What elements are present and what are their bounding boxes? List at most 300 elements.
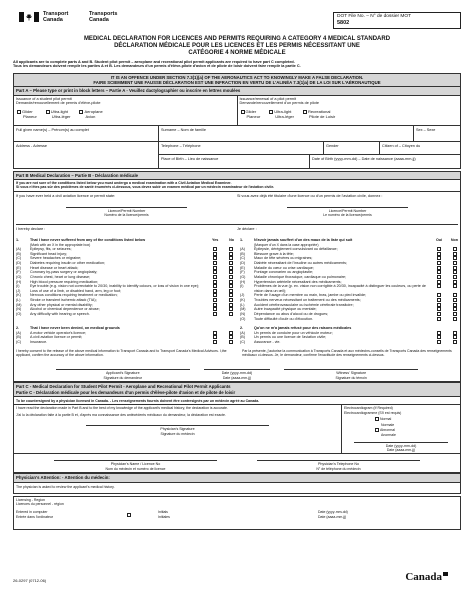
- yes-label: Yes: [212, 238, 219, 243]
- ecg-normal-option[interactable]: [374, 416, 458, 427]
- yes-no-checkboxes: [212, 312, 234, 317]
- pilot-permit-cell: [238, 96, 461, 125]
- condition-key: (N): [16, 307, 22, 312]
- dept-en-line1: Transport: [43, 11, 69, 17]
- condition-item: [16, 340, 234, 345]
- option-recreational[interactable]: [302, 109, 335, 119]
- telephone-row: [159, 142, 460, 155]
- checkbox[interactable]: [453, 256, 457, 260]
- checkbox[interactable]: [213, 284, 217, 288]
- condition-key: (F): [240, 270, 245, 275]
- telephone-field[interactable]: [159, 142, 324, 154]
- part-b-heading: Part B Medical Declaration – Partie B - Déclaration médicale: [13, 171, 461, 180]
- checkbox[interactable]: [375, 417, 379, 421]
- condition-text: Nervous conditions requiring treatment or medication;: [30, 293, 118, 298]
- condition-key: (O): [16, 311, 22, 316]
- checkbox[interactable]: [229, 266, 233, 270]
- checkbox[interactable]: [213, 266, 217, 270]
- intro-text: [13, 60, 461, 69]
- checkbox[interactable]: [46, 110, 50, 114]
- condition-text: Épilepsie, dérèglement convulsivant ou défaillance;: [254, 247, 338, 252]
- checkbox[interactable]: [229, 252, 233, 256]
- yes-no-header: [212, 238, 234, 243]
- option-ultralight-pilot[interactable]: [268, 109, 294, 119]
- hereby-row: [16, 224, 458, 232]
- dept-name-fr: [89, 12, 117, 24]
- intro-fr: Tous les demandeurs doivent remplir les parties A et B. Les demandeurs d'un permis d'élève-pilote d'avion et de pilote de loisir doivent faire remplir la partie C.: [13, 64, 301, 69]
- condition-key: (N): [240, 311, 246, 316]
- condition-key: (E): [240, 265, 245, 270]
- licence-number-label: Licence/Permit Number: [66, 207, 187, 213]
- birthplace-field[interactable]: [159, 155, 310, 168]
- part-c-heading: [13, 382, 461, 397]
- question-1-text-fr: N'avoir jamais souffert d'un des maux de la liste qui suit: [254, 238, 353, 243]
- condition-text: Un permis de conduire pour un véhicule moteur;: [254, 330, 333, 335]
- option-aeroplane-student[interactable]: [78, 109, 102, 119]
- aeroplane-label: Aeroplane: [84, 109, 103, 115]
- checkbox[interactable]: [453, 340, 457, 344]
- checkbox[interactable]: [213, 303, 217, 307]
- form-header: [13, 10, 461, 34]
- part-c-body: [14, 405, 460, 453]
- condition-item: [240, 284, 458, 293]
- licensing-entry-row: [16, 510, 458, 519]
- checkbox[interactable]: [229, 307, 233, 311]
- checkbox[interactable]: [213, 252, 217, 256]
- condition-text: Any other physical or mental disability;: [30, 302, 93, 307]
- telephone-label: Telephone – Téléphone: [161, 143, 201, 148]
- checkbox[interactable]: [437, 270, 441, 274]
- physician-date-label: Date (yyyy-mm-dd): [354, 442, 448, 448]
- checkbox[interactable]: [453, 280, 457, 284]
- dept-fr-line1: Transports: [89, 11, 118, 17]
- offence-en: IT IS AN OFFENCE UNDER SECTION 7.3(1)(a) OF THE AERONAUTICS ACT TO KNOWINGLY MAKE A FALSE DECLARATION.: [110, 74, 364, 80]
- attention-heading-en: Physician's Attention:: [16, 475, 61, 481]
- condition-text: Eye trouble (e.g. vision not correctable to 20/30, inability to identify colours, or loss of vision in one eye);: [30, 284, 200, 289]
- condition-key: (A): [16, 247, 21, 252]
- checkbox[interactable]: [437, 247, 441, 251]
- checkbox[interactable]: [453, 247, 457, 251]
- checkbox[interactable]: [303, 110, 307, 114]
- offence-fr: FAIRE SCIEMMENT UNE FAUSSE DÉCLARATION EST UNE INFRACTION EN VERTU DE L'ALINÉA 7.3(1)a) DE LA LOI SUR L'AÉRONAUTIQUE: [93, 80, 381, 86]
- non-label: Non: [450, 238, 458, 243]
- checkbox[interactable]: [229, 270, 233, 274]
- checkbox[interactable]: [79, 110, 83, 114]
- condition-key: (B): [16, 251, 21, 256]
- physician-name-label-fr: Nom du médecin et numéro de licence: [105, 466, 166, 471]
- ecg-label-en: Electrocardiogram (If Required): [344, 406, 393, 411]
- condition-text: Perte de l'usage d'un membre ou main, bras, jambe ou pied invalide;: [254, 293, 367, 298]
- licence-number-field-fr[interactable]: [237, 207, 458, 218]
- condition-key: (F): [16, 270, 21, 275]
- condition-key: (H): [240, 279, 246, 284]
- citizen-label: Citizen of – Citoyen du: [382, 143, 421, 148]
- condition-text: Un permis ou une licence de l'aviation civile;: [254, 335, 327, 340]
- checkbox[interactable]: [437, 298, 441, 302]
- question-2-list-en: [16, 331, 234, 345]
- licence-number-row: [16, 207, 458, 218]
- checkbox[interactable]: [213, 340, 217, 344]
- checkbox[interactable]: [213, 307, 217, 311]
- hereby-en: I hereby declare :: [16, 227, 46, 232]
- given-name-label: Full given name(s) – Prénom(s) au complet: [16, 127, 89, 132]
- checkbox[interactable]: [453, 298, 457, 302]
- surname-field[interactable]: [159, 126, 414, 141]
- checkbox[interactable]: [453, 331, 457, 335]
- name-row: [14, 126, 460, 142]
- licensing-date-fr: Date (aaaa-mm-jj): [318, 514, 347, 519]
- checkbox[interactable]: [127, 513, 131, 517]
- checkbox[interactable]: [213, 261, 217, 265]
- question-1-note-fr: (Marquer d'un X dans la case appropriée): [254, 242, 319, 247]
- conditions-fr: [240, 238, 458, 321]
- physician-name-row: [14, 453, 460, 472]
- condition-key: (O): [240, 316, 246, 321]
- checkbox[interactable]: [229, 261, 233, 265]
- witness-signature-field[interactable]: [284, 369, 418, 380]
- checkbox[interactable]: [437, 261, 441, 265]
- physician-name-field[interactable]: [54, 460, 217, 471]
- checkbox[interactable]: [229, 280, 233, 284]
- checkbox[interactable]: [229, 293, 233, 297]
- glider-label: Glider: [22, 109, 33, 115]
- ecg-abnormal-option[interactable]: [374, 427, 458, 438]
- initials-label-en: Initials: [158, 510, 168, 515]
- checkbox[interactable]: [453, 307, 457, 311]
- checkbox[interactable]: [213, 280, 217, 284]
- condition-key: (A): [240, 247, 245, 252]
- birthplace-label: Place of Birth – Lieu de naissance: [161, 156, 219, 161]
- condition-key: (D): [16, 261, 22, 266]
- checkbox[interactable]: [437, 340, 441, 344]
- issuance-right-fr: Demande/renouvellement d'un permis de pilote: [239, 101, 319, 106]
- oui-label: Oui: [436, 238, 443, 243]
- condition-key: (M): [16, 302, 22, 307]
- checkbox[interactable]: [213, 275, 217, 279]
- checkbox[interactable]: [269, 110, 273, 114]
- condition-key: (C): [16, 340, 22, 345]
- condition-key: (G): [240, 274, 246, 279]
- condition-text: Loss of use of a limb, or disabled hand, arm, leg or foot;: [30, 288, 122, 293]
- attention-heading: [13, 473, 461, 482]
- checkbox[interactable]: [453, 335, 457, 339]
- checkbox[interactable]: [229, 298, 233, 302]
- applicant-signature-label-fr: Signature du demandeur: [103, 375, 143, 380]
- condition-key: (H): [16, 279, 22, 284]
- question-2-title-fr: 2. Qu'on ne m'a jamais refusé pour des raisons médicales: [240, 326, 458, 331]
- condition-key: (K): [240, 298, 245, 303]
- ultraleger-label: Ultra-léger: [275, 114, 294, 120]
- ultraleger-label: Ultra-léger: [51, 114, 71, 120]
- physician-signature-label: Physician's Signature: [86, 425, 269, 431]
- condition-key: (L): [16, 298, 21, 303]
- condition-key: (K): [16, 293, 21, 298]
- hereby-fr: Je déclare :: [237, 227, 257, 232]
- checkbox[interactable]: [229, 275, 233, 279]
- attention-heading-fr: - Attention du médecin:: [62, 475, 110, 481]
- yes-no-checkboxes: [436, 284, 458, 293]
- condition-item: [16, 312, 234, 317]
- checkbox[interactable]: [229, 256, 233, 260]
- physician-date-label-fr: Date (aaaa-mm-jj): [386, 448, 416, 453]
- dob-field[interactable]: [310, 155, 460, 168]
- condition-text: Chronic chest, heart or lung disease;: [30, 274, 91, 279]
- physician-signature-label-fr: Signature du médecin: [160, 431, 195, 436]
- conditions-list-fr: [240, 247, 458, 321]
- checkbox[interactable]: [213, 247, 217, 251]
- address-label: Address - Adresse: [16, 143, 48, 148]
- offence-warning: [13, 73, 461, 88]
- physician-telephone-field[interactable]: [257, 460, 420, 471]
- checkbox[interactable]: [17, 110, 21, 114]
- checkbox[interactable]: [241, 110, 245, 114]
- part-c-read-en: I have read the declaration made in Part B and to the best of my knowledge of the applicant's medical history, the declaration is accurate.: [16, 406, 228, 411]
- checkbox[interactable]: [437, 335, 441, 339]
- condition-text: Maladie chronique thoracique, cardiaque ou pulmonaire;: [254, 274, 347, 279]
- question-1-fr: 1. N'avoir jamais souffert d'un des maux de la liste qui suit Oui Non: [240, 238, 458, 243]
- planeur-label: Planeur: [246, 114, 261, 120]
- condition-text: Severe headaches or migraine;: [30, 256, 82, 261]
- licence-number-field-en[interactable]: [16, 207, 237, 218]
- surname-label: Surname – Nom de famille: [161, 127, 206, 132]
- anormale-label: Anormale: [381, 433, 396, 438]
- entered-label-en: Entered in computer: [16, 510, 48, 515]
- part-c-section: [13, 405, 461, 473]
- normale-label: Normale: [381, 422, 395, 427]
- condition-key: (I): [240, 284, 244, 289]
- checkbox[interactable]: [437, 256, 441, 260]
- condition-key: (C): [240, 340, 246, 345]
- checkbox[interactable]: [229, 303, 233, 307]
- part-a-heading: Part A – Please type or print in block letters – Partie A - Veuillez dactylographier ou inscrire en lettres moulées: [13, 87, 461, 95]
- consent-fr: Par la présente, j'autorise la communication à Transports Canada et aux médecins-conseils de Transports Canada des renseignements médicaux ci-dessus. Je, le demandeur, confirme l'exactitude des renseignements ci-dessus.: [242, 348, 452, 358]
- checkbox[interactable]: [229, 335, 233, 339]
- conditions-en: [16, 238, 234, 321]
- condition-text: Coronary by-pass surgery or angioplasty;: [30, 270, 98, 275]
- checkbox[interactable]: [229, 247, 233, 251]
- applicant-signature-label: Applicant's Signature: [56, 369, 190, 375]
- yes-no-checkboxes: [212, 340, 234, 345]
- held-licence-fr: Si vous avez déjà été titulaire d'une licence ou d'un permis de l'aviation civile, donnez :: [237, 193, 383, 198]
- physician-name-label: Physician's Name / Licence No: [54, 460, 217, 466]
- condition-text: Stroke or transient ischemic attack (TIA);: [30, 298, 97, 303]
- condition-text: Maux de tête sévères ou migraines;: [254, 256, 313, 261]
- pilot-permit-options: [240, 109, 459, 119]
- initials-label-fr: Initiales: [158, 514, 170, 519]
- condition-text: Heart disease or heart attack;: [30, 265, 79, 270]
- option-ultralight-student[interactable]: [45, 109, 71, 119]
- title-line-2: DÉCLARATION MÉDICALE POUR LES LICENCES ET LES PERMIS NÉCESSITANT UNE: [114, 43, 360, 50]
- part-c-sign-note: [13, 397, 461, 405]
- condition-key: (B): [240, 251, 245, 256]
- licensing-region-en: Licensing - Region: [16, 497, 45, 502]
- checkbox[interactable]: [213, 312, 217, 316]
- checkbox[interactable]: [213, 270, 217, 274]
- licensing-date-en: Date (yyyy-mm-dd): [318, 510, 348, 515]
- sex-field[interactable]: [414, 126, 460, 141]
- checkbox[interactable]: [213, 331, 217, 335]
- condition-key: (D): [240, 261, 246, 266]
- option-glider-pilot[interactable]: [240, 109, 261, 119]
- checkbox[interactable]: [453, 266, 457, 270]
- question-2-title-en: 2. That I have never been denied, on medical grounds: [16, 326, 234, 331]
- given-name-field[interactable]: [14, 126, 159, 141]
- condition-key: (L): [240, 302, 245, 307]
- checkbox[interactable]: [453, 284, 457, 288]
- checkbox[interactable]: [229, 312, 233, 316]
- dept-en-line2: Canada: [43, 16, 63, 23]
- condition-text: Dépendance ou abus d'alcool ou de drogues;: [254, 311, 329, 316]
- condition-text: Toute difficulté d'ouïe ou d'élocution.: [254, 316, 314, 321]
- checkbox[interactable]: [213, 256, 217, 260]
- question-1-en: 1. That I have never suffered from any of the conditions listed below Yes No: [16, 238, 234, 243]
- applicant-signature-field[interactable]: [56, 369, 190, 380]
- attention-text: The physician is asked to review the applicant's medical history.: [16, 484, 115, 489]
- part-b-signatures: [16, 369, 458, 380]
- checkbox[interactable]: [437, 280, 441, 284]
- physician-signature-field[interactable]: [86, 425, 269, 436]
- checkbox[interactable]: [437, 331, 441, 335]
- condition-text: Maladie du cœur ou crise cardiaque;: [254, 265, 314, 270]
- condition-text: High blood pressure requiring medication;: [30, 279, 99, 284]
- applicant-date-label: Date (yyyy-mm-dd): [204, 369, 271, 375]
- witness-signature-label-fr: Signature du témoin: [335, 375, 367, 380]
- checkbox[interactable]: [453, 261, 457, 265]
- part-c-sign-en: To be countersigned by a physician licensed in Canada.: [16, 399, 109, 403]
- question-2-text-fr: Qu'on ne m'a jamais refusé pour des raisons médicales: [254, 326, 352, 331]
- checkbox[interactable]: [453, 293, 457, 297]
- entered-in-computer-field[interactable]: [16, 510, 126, 519]
- condition-text: Troubles nerveux nécessitant un traitement ou des médicaments;: [254, 298, 361, 303]
- checkbox[interactable]: [453, 275, 457, 279]
- question-2-block: [16, 326, 458, 345]
- licence-number-label-fr: Numéro de la licence/permis: [104, 213, 149, 218]
- checkbox[interactable]: [437, 266, 441, 270]
- entered-label-fr: Entrée dans l'ordinateur: [16, 514, 54, 519]
- recreational-label: Recreational: [307, 109, 331, 115]
- part-b-section: [13, 180, 461, 192]
- checkbox[interactable]: [375, 428, 379, 432]
- condition-key: (C): [16, 256, 22, 261]
- checkbox[interactable]: [437, 307, 441, 311]
- checkbox[interactable]: [437, 293, 441, 297]
- checkbox[interactable]: [213, 335, 217, 339]
- applicant-date-field[interactable]: [204, 369, 271, 380]
- attention-box: [13, 483, 461, 494]
- student-permit-options: [16, 109, 235, 119]
- canada-wordmark: [405, 571, 448, 585]
- checkbox[interactable]: [437, 317, 441, 321]
- conditions-list-en: [16, 247, 234, 316]
- condition-key: (B): [16, 335, 21, 340]
- question-2-fr: [240, 326, 458, 345]
- checkbox[interactable]: [437, 275, 441, 279]
- condition-text: Accident cérébrovasculaire ou ischémie cérébrale transitoire;: [254, 302, 354, 307]
- checkbox[interactable]: [453, 312, 457, 316]
- condition-key: (B): [240, 335, 245, 340]
- dob-label: Date of Birth (yyyy-mm-dd) – Date de naissance (aaaa-mm-jj): [312, 156, 416, 161]
- condition-text: A motor vehicle operator's licence;: [30, 330, 87, 335]
- checkbox[interactable]: [229, 284, 233, 288]
- condition-text: Any difficulty with hearing or speech.: [30, 311, 90, 316]
- condition-text: Assurance - vie.: [254, 340, 281, 345]
- part-c-heading-en: Part C - Medical Declaration for Student Pilot Permit - Aeroplane and Recreational Pilot Permit Applicants: [16, 384, 231, 390]
- part-b-note-en: If you are not sure of the conditions listed below you must undergo a medical examination with a Civil Aviation Medical Examiner.: [16, 181, 232, 186]
- checkbox[interactable]: [453, 317, 457, 321]
- checkbox[interactable]: [229, 331, 233, 335]
- applicant-date-label-fr: Date (aaaa-mm-jj): [222, 375, 252, 380]
- citizen-field[interactable]: [380, 142, 460, 154]
- canada-wordmark-text: Canada: [405, 571, 442, 583]
- initials-field[interactable]: [158, 510, 318, 519]
- file-number-value: 5802: [337, 19, 350, 26]
- checkbox[interactable]: [437, 312, 441, 316]
- question-1-note-en: (Mark with an X in the appropriate box): [30, 242, 91, 247]
- checkbox[interactable]: [213, 298, 217, 302]
- checkbox[interactable]: [453, 270, 457, 274]
- condition-key: (E): [16, 265, 21, 270]
- physician-telephone-label-fr: N° de téléphone du médecin: [316, 466, 361, 471]
- held-licence-row: [16, 194, 458, 199]
- address-field[interactable]: [14, 142, 159, 168]
- witness-signature-label: Witness' Signature: [284, 369, 418, 375]
- condition-text: A civil aviation licence or permit;: [30, 335, 83, 340]
- checkbox[interactable]: [213, 289, 217, 293]
- glider-label: Glider: [245, 109, 257, 115]
- licensing-region-fr: Licences du personnel - région: [16, 501, 64, 506]
- licensing-date-field[interactable]: [318, 510, 458, 519]
- ultralight-label: Ultra-light: [274, 109, 292, 115]
- option-glider-student[interactable]: [16, 109, 37, 119]
- condition-text: Autre incapacité physique ou mentale;: [254, 307, 317, 312]
- checkbox[interactable]: [453, 252, 457, 256]
- part-b-body: [13, 192, 461, 382]
- checkbox[interactable]: [213, 293, 217, 297]
- part-b-note-fr: Si vous n'êtes pas sûr des problèmes de santé énumérés ci-dessous, vous devez subir un examen médical par un médecin examinateur de l'aviation civile.: [16, 185, 275, 190]
- checkbox[interactable]: [437, 303, 441, 307]
- entered-checkbox-field[interactable]: [126, 512, 158, 517]
- condition-text: Diabetes requiring insulin or other medication;: [30, 261, 106, 266]
- issuance-right-en: Issuance/renewal of a pilot permit: [239, 96, 297, 101]
- condition-text: Insurance.: [30, 340, 48, 345]
- checkbox[interactable]: [229, 289, 233, 293]
- issuance-row: [14, 96, 460, 126]
- part-c-heading-fr: Partie C - Déclaration médicale pour les demandeurs d'un permis d'élève-pilote d'avion et de pilote de loisir: [16, 389, 236, 395]
- canada-flag-icon: [19, 12, 39, 22]
- condition-key: (I): [16, 284, 20, 289]
- physician-date-field[interactable]: [354, 442, 448, 453]
- file-number-box[interactable]: [333, 12, 461, 29]
- oui-non-header: [436, 238, 458, 243]
- checkbox[interactable]: [229, 340, 233, 344]
- condition-text: Diabète nécessitant de l'insuline ou autres médicaments;: [254, 261, 347, 266]
- question-1-text-en: That I have never suffered from any of the conditions listed below: [30, 238, 146, 243]
- issuance-left-en: Issuance of a student pilot permit: [16, 96, 72, 101]
- checkbox[interactable]: [437, 284, 441, 288]
- dept-fr-line2: Canada: [89, 16, 109, 23]
- dept-name-en: [43, 12, 68, 24]
- gender-field[interactable]: [324, 142, 380, 154]
- checkbox[interactable]: [453, 303, 457, 307]
- checkbox[interactable]: [437, 252, 441, 256]
- loisir-label: Pilote de Loisir: [308, 114, 336, 120]
- condition-text: Problèmes de la vue (p. ex. vision non corrigible à 20/30, incapacité à distinguer les couleurs, ou perte de vision dans un œil);: [254, 284, 426, 293]
- address-row: [14, 142, 460, 168]
- normal-label: Normal: [380, 417, 392, 422]
- ecg-label-fr: Electrocardiogramme (S'il est requis): [344, 410, 402, 415]
- abnormal-label: Abnormal: [380, 427, 395, 432]
- gender-label: Gender: [326, 143, 339, 148]
